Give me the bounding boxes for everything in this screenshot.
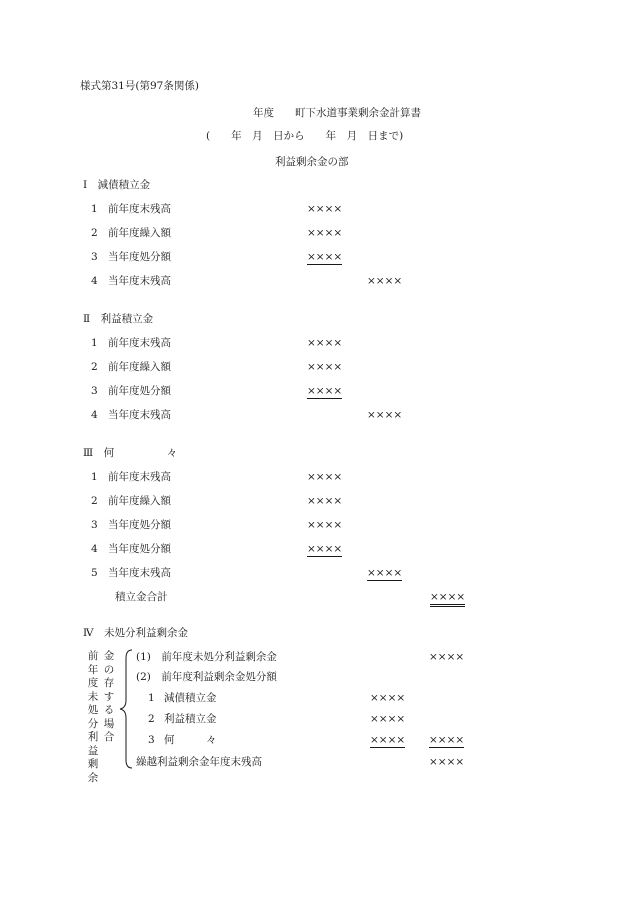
section2-heading: Ⅱ 利益積立金 bbox=[83, 313, 154, 325]
amount-placeholder-double-underlined: ×××× bbox=[430, 592, 465, 607]
section2-item-label: 前年度繰入額 bbox=[108, 361, 171, 373]
section2-item-label: 当年度末残高 bbox=[108, 409, 171, 421]
amount-placeholder-underlined: ×××× bbox=[307, 385, 343, 397]
section1-item-label: 前年度繰入額 bbox=[108, 227, 171, 239]
amount-placeholder: ×××× bbox=[307, 337, 343, 349]
section1-item-num: 1 bbox=[91, 203, 98, 215]
amount-placeholder-underlined: ×××× bbox=[429, 734, 465, 746]
section4-sub-label: 減債積立金 bbox=[164, 692, 217, 704]
amount-placeholder: ×××× bbox=[307, 361, 343, 373]
section3-item-label: 前年度繰入額 bbox=[108, 495, 171, 507]
section4-item1: (1) 前年度未処分利益剰余金 bbox=[136, 651, 277, 663]
amount-placeholder: ×××× bbox=[367, 275, 403, 287]
amount-placeholder: ×××× bbox=[370, 692, 406, 704]
section1-item-num: 3 bbox=[91, 251, 98, 263]
amount-placeholder: ×××× bbox=[307, 519, 343, 531]
section1-item-label: 当年度処分額 bbox=[108, 251, 171, 263]
amount-placeholder-underlined: ×××× bbox=[307, 543, 343, 555]
amount-placeholder: ×××× bbox=[370, 713, 406, 725]
section2-item-num: 4 bbox=[91, 409, 98, 421]
amount-placeholder: ×××× bbox=[429, 756, 465, 768]
reserve-total-label: 積立金合計 bbox=[115, 591, 168, 603]
vertical-label-sub: 金の存する場合 bbox=[103, 650, 115, 743]
section1-heading: Ⅰ 減債積立金 bbox=[83, 179, 151, 191]
section4-sub-num: 3 bbox=[148, 734, 155, 746]
section3-item-label: 当年度処分額 bbox=[108, 543, 171, 555]
section3-item-num: 4 bbox=[91, 543, 98, 555]
section3-item-num: 3 bbox=[91, 519, 98, 531]
section3-item-label: 当年度処分額 bbox=[108, 519, 171, 531]
section2-item-num: 1 bbox=[91, 337, 98, 349]
section2-item-label: 前年度処分額 bbox=[108, 385, 171, 397]
section4-sub-label: 利益積立金 bbox=[164, 713, 217, 725]
section-subtitle: 利益剰余金の部 bbox=[275, 156, 349, 168]
section2-item-num: 3 bbox=[91, 385, 98, 397]
section4-heading: Ⅳ 未処分利益剰余金 bbox=[83, 627, 188, 639]
section3-item-num: 1 bbox=[91, 471, 98, 483]
section1-item-num: 2 bbox=[91, 227, 98, 239]
section3-item-label: 当年度末残高 bbox=[108, 567, 171, 579]
curly-brace-icon bbox=[118, 648, 138, 770]
document-title: 年度 町下水道事業剰余金計算書 bbox=[253, 107, 421, 119]
section1-item-num: 4 bbox=[91, 275, 98, 287]
amount-placeholder: ×××× bbox=[307, 471, 343, 483]
section3-item-num: 5 bbox=[91, 567, 98, 579]
carry-forward-label: 繰越利益剰余金年度末残高 bbox=[136, 756, 262, 768]
section1-item-label: 当年度末残高 bbox=[108, 275, 171, 287]
section4-item2: (2) 前年度利益剰余金処分額 bbox=[136, 671, 277, 683]
amount-placeholder-underlined: ×××× bbox=[370, 734, 406, 746]
section4-sub-label: 何 々 bbox=[164, 734, 217, 746]
amount-placeholder-underlined: ×××× bbox=[307, 251, 343, 263]
section3-item-label: 前年度末残高 bbox=[108, 471, 171, 483]
amount-placeholder-underlined: ×××× bbox=[367, 567, 403, 579]
form-number: 様式第31号(第97条関係) bbox=[80, 80, 199, 92]
amount-placeholder: ×××× bbox=[429, 651, 465, 663]
amount-placeholder: ×××× bbox=[307, 227, 343, 239]
section2-item-num: 2 bbox=[91, 361, 98, 373]
amount-placeholder: ×××× bbox=[307, 495, 343, 507]
section4-sub-num: 2 bbox=[148, 713, 155, 725]
amount-placeholder: ×××× bbox=[367, 409, 403, 421]
vertical-label-main: 前年度未処分利益剰余 bbox=[87, 650, 99, 784]
section3-item-num: 2 bbox=[91, 495, 98, 507]
section4-sub-num: 1 bbox=[148, 692, 155, 704]
period-line: ( 年 月 日から 年 月 日まで) bbox=[206, 130, 404, 142]
section2-item-label: 前年度末残高 bbox=[108, 337, 171, 349]
amount-placeholder: ×××× bbox=[307, 203, 343, 215]
section1-item-label: 前年度末残高 bbox=[108, 203, 171, 215]
section3-heading: Ⅲ 何 々 bbox=[83, 447, 178, 459]
